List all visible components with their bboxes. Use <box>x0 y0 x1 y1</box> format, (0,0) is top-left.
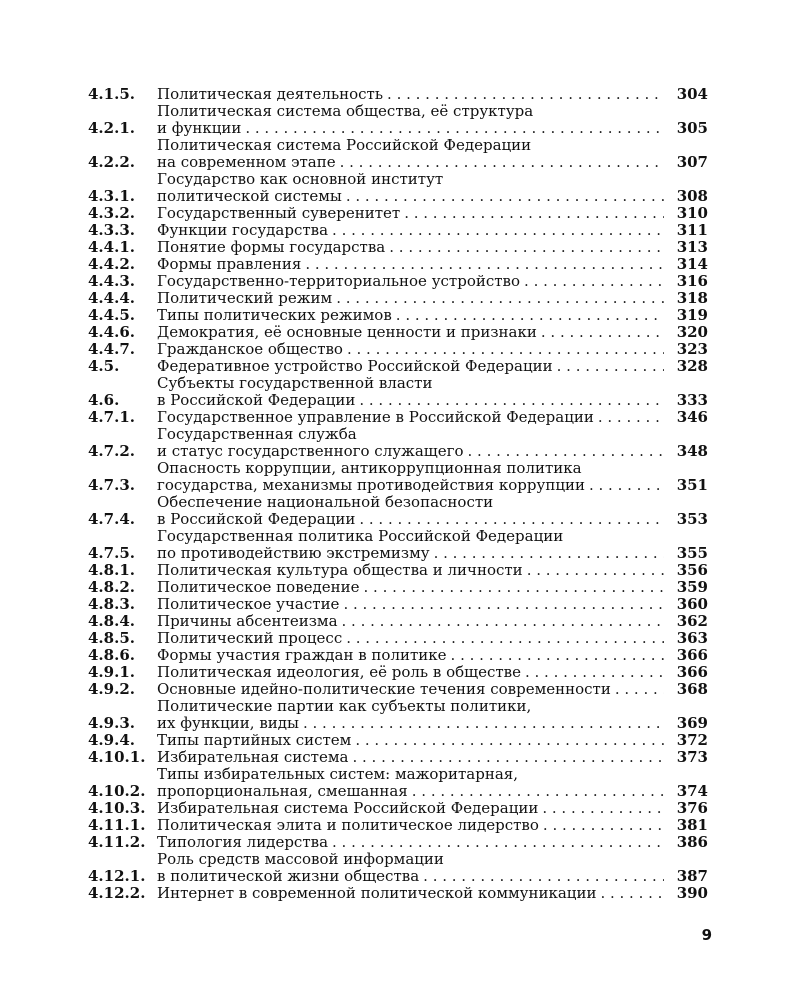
toc-entry-page: 348 <box>676 442 708 460</box>
dot-leader <box>305 256 664 273</box>
toc-entry-number: 4.9.1. <box>88 663 135 681</box>
dot-leader <box>355 732 664 749</box>
toc-entry <box>88 851 708 885</box>
dot-leader <box>589 477 664 494</box>
toc-entry-body <box>157 528 670 562</box>
toc-entry-title-line: Типы партийных систем <box>157 731 352 749</box>
toc-entry-number: 4.4.3. <box>88 272 135 290</box>
toc-entry-body <box>157 290 670 307</box>
dot-leader <box>303 715 664 732</box>
toc-entry-page: 386 <box>676 833 708 851</box>
dot-leader <box>468 443 664 460</box>
toc-entry-title-line: Роль средств массовой информации <box>157 851 444 868</box>
dot-leader <box>359 392 664 409</box>
dot-leader <box>525 664 664 681</box>
toc-entry-title-line: Государственная служба <box>157 426 357 443</box>
toc-entry-title-line: на современном этапе <box>157 153 336 171</box>
toc-entry-title-line: Государство как основной институт <box>157 171 444 188</box>
dot-leader <box>542 800 664 817</box>
toc-entry-page: 369 <box>676 714 708 732</box>
toc-entry-body <box>157 732 670 749</box>
dot-leader <box>412 783 664 800</box>
toc-entry-title-line: Типология лидерства <box>157 833 329 851</box>
toc-entry-body <box>157 800 670 817</box>
toc-entry-body <box>157 460 670 494</box>
toc-entry-page: 381 <box>676 816 708 834</box>
toc-entry-page: 346 <box>676 408 708 426</box>
dot-leader <box>451 647 664 664</box>
dot-leader <box>336 290 664 307</box>
toc-entry-body <box>157 426 670 460</box>
toc-entry-page: 316 <box>676 272 708 290</box>
toc-entry-page: 323 <box>676 340 708 358</box>
toc-entry-title-line: в политической жизни общества <box>157 867 420 885</box>
toc-entry-number: 4.8.1. <box>88 561 135 579</box>
toc-entry-body <box>157 630 670 647</box>
toc-entry-page: 373 <box>676 748 708 766</box>
toc-entry <box>88 239 708 256</box>
toc-entry-title-line: Политический режим <box>157 289 333 307</box>
toc-entry-number: 4.3.2. <box>88 204 135 222</box>
toc-entry <box>88 749 708 766</box>
toc-entry <box>88 732 708 749</box>
toc-entry-body <box>157 749 670 766</box>
toc-entry-title-line: государства, механизмы противодействия коррупции <box>157 476 585 494</box>
toc-entry-title-line: Формы правления <box>157 255 302 273</box>
toc-entry-body <box>157 579 670 596</box>
toc-entry-body <box>157 375 670 409</box>
toc-entry-number: 4.8.5. <box>88 629 135 647</box>
toc-entry-title-line: Политическая идеология, её роль в обществе <box>157 663 521 681</box>
page-number: 9 <box>701 926 712 944</box>
toc-entry-body <box>157 562 670 579</box>
dot-leader <box>340 154 664 171</box>
toc-entry <box>88 613 708 630</box>
toc-entry-body <box>157 239 670 256</box>
toc-entry-body <box>157 681 670 698</box>
toc-entry-body <box>157 851 670 885</box>
toc-entry-page: 359 <box>676 578 708 596</box>
toc-entry-title-line: Понятие формы государства <box>157 238 386 256</box>
dot-leader <box>342 613 664 630</box>
toc-entry <box>88 409 708 426</box>
toc-entry-number: 4.3.3. <box>88 221 135 239</box>
toc-entry-title-line: Государственное управление в Российской Федерации <box>157 408 594 426</box>
toc-entry-body <box>157 171 670 205</box>
toc-entry-title-line: Политический процесс <box>157 629 343 647</box>
toc-entry-page: 376 <box>676 799 708 817</box>
toc-entry-number: 4.7.4. <box>88 510 135 528</box>
toc-entry-body <box>157 596 670 613</box>
toc-entry-number: 4.12.2. <box>88 884 146 902</box>
toc-entry <box>88 426 708 460</box>
dot-leader <box>541 324 664 341</box>
toc-entry <box>88 698 708 732</box>
toc-entry-page: 304 <box>676 85 708 103</box>
toc-entry-body <box>157 698 670 732</box>
toc-entry-body <box>157 256 670 273</box>
toc-entry-page: 360 <box>676 595 708 613</box>
toc-entry <box>88 681 708 698</box>
toc-entry-number: 4.4.2. <box>88 255 135 273</box>
toc-entry-title-line: политической системы <box>157 187 342 205</box>
toc-entry-title-line: их функции, виды <box>157 714 299 732</box>
toc-entry-page: 314 <box>676 255 708 273</box>
toc-entry-title-line: пропорциональная, смешанная <box>157 782 408 800</box>
toc-entry-number: 4.8.2. <box>88 578 135 596</box>
toc-entry-title-line: Обеспечение национальной безопасности <box>157 494 494 511</box>
toc-entry <box>88 222 708 239</box>
toc-entry-number: 4.10.3. <box>88 799 146 817</box>
toc-entry <box>88 834 708 851</box>
dot-leader <box>359 511 664 528</box>
toc-entry <box>88 273 708 290</box>
dot-leader <box>346 630 664 647</box>
toc-entry-body <box>157 766 670 800</box>
toc-entry <box>88 256 708 273</box>
toc-entry <box>88 86 708 103</box>
toc-entry-page: 307 <box>676 153 708 171</box>
toc-entry-number: 4.12.1. <box>88 867 146 885</box>
toc-entry-page: 366 <box>676 646 708 664</box>
toc-entry-page: 362 <box>676 612 708 630</box>
toc-entry-number: 4.5. <box>88 357 120 375</box>
toc-entry <box>88 817 708 834</box>
toc-entry-body <box>157 103 670 137</box>
toc-entry-body <box>157 647 670 664</box>
dot-leader <box>615 681 664 698</box>
toc-entry-number: 4.6. <box>88 391 120 409</box>
table-of-contents <box>88 86 708 902</box>
toc-entry <box>88 358 708 375</box>
dot-leader <box>389 239 664 256</box>
toc-entry <box>88 324 708 341</box>
toc-entry-title-line: Формы участия граждан в политике <box>157 646 447 664</box>
toc-entry-title-line: в Российской Федерации <box>157 510 356 528</box>
dot-leader <box>364 579 664 596</box>
toc-entry-body <box>157 358 670 375</box>
toc-entry-title-line: Интернет в современной политической коммуникации <box>157 884 597 902</box>
toc-entry <box>88 341 708 358</box>
toc-entry-title-line: Типы избирательных систем: мажоритарная, <box>157 766 519 783</box>
toc-entry <box>88 205 708 222</box>
dot-leader <box>527 562 664 579</box>
toc-entry-title-line: Функции государства <box>157 221 329 239</box>
toc-entry-page: 319 <box>676 306 708 324</box>
toc-entry <box>88 664 708 681</box>
toc-entry <box>88 647 708 664</box>
dot-leader <box>600 885 664 902</box>
toc-entry <box>88 375 708 409</box>
toc-entry-page: 368 <box>676 680 708 698</box>
toc-entry <box>88 103 708 137</box>
toc-entry-title-line: и функции <box>157 119 242 137</box>
dot-leader <box>346 188 664 205</box>
dot-leader <box>332 834 664 851</box>
dot-leader <box>404 205 664 222</box>
toc-entry-page: 305 <box>676 119 708 137</box>
toc-entry-body <box>157 307 670 324</box>
toc-entry-number: 4.2.1. <box>88 119 135 137</box>
toc-entry-page: 390 <box>676 884 708 902</box>
toc-entry-title-line: Типы политических режимов <box>157 306 392 324</box>
toc-entry-body <box>157 222 670 239</box>
toc-entry-body <box>157 205 670 222</box>
toc-entry-number: 4.9.3. <box>88 714 135 732</box>
toc-entry-title-line: Политическое участие <box>157 595 340 613</box>
toc-entry-title-line: Гражданское общество <box>157 340 343 358</box>
toc-entry-title-line: Государственно-территориальное устройство <box>157 272 521 290</box>
toc-entry-number: 4.8.6. <box>88 646 135 664</box>
toc-entry-body <box>157 137 670 171</box>
toc-entry-number: 4.4.7. <box>88 340 135 358</box>
toc-entry-body <box>157 86 670 103</box>
dot-leader <box>543 817 664 834</box>
toc-entry <box>88 171 708 205</box>
dot-leader <box>396 307 664 324</box>
toc-entry <box>88 460 708 494</box>
toc-entry-page: 351 <box>676 476 708 494</box>
toc-entry <box>88 800 708 817</box>
toc-entry-number: 4.9.2. <box>88 680 135 698</box>
toc-entry <box>88 630 708 647</box>
toc-entry-page: 308 <box>676 187 708 205</box>
toc-entry-page: 366 <box>676 663 708 681</box>
toc-entry-title-line: Политическое поведение <box>157 578 360 596</box>
toc-entry-page: 333 <box>676 391 708 409</box>
toc-entry <box>88 596 708 613</box>
dot-leader <box>598 409 664 426</box>
dot-leader <box>557 358 664 375</box>
toc-entry-title-line: Избирательная система <box>157 748 349 766</box>
toc-entry-title-line: Причины абсентеизма <box>157 612 338 630</box>
toc-entry-number: 4.7.3. <box>88 476 135 494</box>
dot-leader <box>332 222 664 239</box>
toc-entry <box>88 137 708 171</box>
toc-entry-page: 328 <box>676 357 708 375</box>
toc-entry <box>88 885 708 902</box>
toc-entry-number: 4.3.1. <box>88 187 135 205</box>
toc-entry-page: 310 <box>676 204 708 222</box>
toc-entry <box>88 290 708 307</box>
dot-leader <box>245 120 664 137</box>
toc-entry-page: 387 <box>676 867 708 885</box>
dot-leader <box>423 868 664 885</box>
toc-entry-body <box>157 273 670 290</box>
toc-entry-page: 355 <box>676 544 708 562</box>
toc-entry-number: 4.9.4. <box>88 731 135 749</box>
toc-entry-page: 313 <box>676 238 708 256</box>
toc-entry-title-line: Субъекты государственной власти <box>157 375 433 392</box>
toc-entry-number: 4.7.1. <box>88 408 135 426</box>
toc-entry-number: 4.8.4. <box>88 612 135 630</box>
toc-entry-body <box>157 409 670 426</box>
toc-entry-number: 4.1.5. <box>88 85 135 103</box>
toc-entry-number: 4.10.2. <box>88 782 146 800</box>
toc-entry-body <box>157 817 670 834</box>
toc-entry-number: 4.4.1. <box>88 238 135 256</box>
toc-entry-number: 4.2.2. <box>88 153 135 171</box>
toc-entry-body <box>157 613 670 630</box>
toc-entry-page: 363 <box>676 629 708 647</box>
toc-entry-number: 4.11.2. <box>88 833 146 851</box>
toc-entry-title-line: Политическая культура общества и личности <box>157 561 523 579</box>
toc-entry-title-line: Демократия, её основные ценности и признаки <box>157 323 537 341</box>
dot-leader <box>347 341 664 358</box>
toc-entry-body <box>157 341 670 358</box>
toc-entry-title-line: Опасность коррупции, антикоррупционная политика <box>157 460 582 477</box>
toc-entry-title-line: Политическая элита и политическое лидерство <box>157 816 539 834</box>
toc-entry-title-line: и статус государственного служащего <box>157 442 464 460</box>
toc-entry-body <box>157 885 670 902</box>
dot-leader <box>387 86 664 103</box>
toc-entry <box>88 494 708 528</box>
toc-entry-number: 4.11.1. <box>88 816 146 834</box>
toc-entry-number: 4.10.1. <box>88 748 146 766</box>
toc-entry-page: 320 <box>676 323 708 341</box>
toc-entry-title-line: Государственный суверенитет <box>157 204 401 222</box>
toc-entry-body <box>157 324 670 341</box>
toc-entry-page: 311 <box>676 221 708 239</box>
toc-entry-body <box>157 494 670 528</box>
toc-entry <box>88 766 708 800</box>
toc-entry-title-line: Федеративное устройство Российской Федерации <box>157 357 553 375</box>
toc-entry <box>88 562 708 579</box>
toc-entry-title-line: Политические партии как субъекты политики, <box>157 698 532 715</box>
toc-entry-page: 374 <box>676 782 708 800</box>
toc-entry-title-line: Политическая деятельность <box>157 85 384 103</box>
toc-entry-page: 356 <box>676 561 708 579</box>
toc-entry-number: 4.4.5. <box>88 306 135 324</box>
toc-entry-page: 353 <box>676 510 708 528</box>
dot-leader <box>343 596 664 613</box>
toc-entry-title-line: Политическая система Российской Федерации <box>157 137 532 154</box>
toc-entry-number: 4.4.6. <box>88 323 135 341</box>
dot-leader <box>352 749 664 766</box>
dot-leader <box>524 273 664 290</box>
toc-entry-number: 4.4.4. <box>88 289 135 307</box>
toc-entry-title-line: Политическая система общества, её структура <box>157 103 534 120</box>
toc-entry-body <box>157 834 670 851</box>
toc-entry-page: 372 <box>676 731 708 749</box>
toc-entry-body <box>157 664 670 681</box>
toc-entry <box>88 528 708 562</box>
dot-leader <box>434 545 664 562</box>
toc-entry-title-line: Основные идейно-политические течения современности <box>157 680 611 698</box>
toc-entry-number: 4.7.2. <box>88 442 135 460</box>
toc-entry-title-line: в Российской Федерации <box>157 391 356 409</box>
toc-entry <box>88 579 708 596</box>
toc-entry-page: 318 <box>676 289 708 307</box>
toc-entry-number: 4.8.3. <box>88 595 135 613</box>
toc-entry-number: 4.7.5. <box>88 544 135 562</box>
toc-entry-title-line: Государственная политика Российской Федерации <box>157 528 564 545</box>
toc-entry <box>88 307 708 324</box>
toc-entry-title-line: Избирательная система Российской Федерации <box>157 799 539 817</box>
toc-entry-title-line: по противодействию экстремизму <box>157 544 430 562</box>
